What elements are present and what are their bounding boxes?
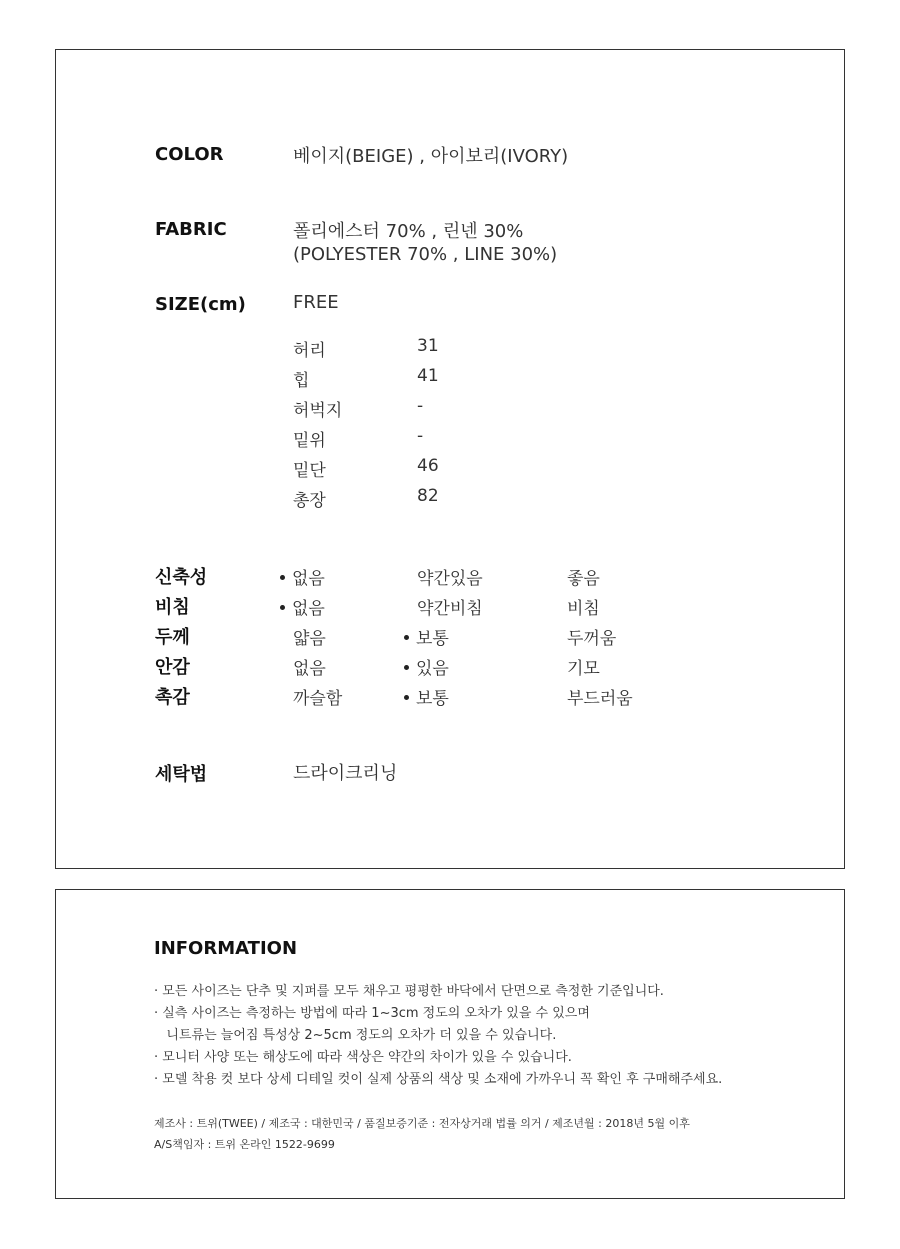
info-note: · 모델 착용 컷 보다 상세 디테일 컷이 실제 상품의 색상 및 소재에 가까우니 꼭 확인 후 구매해주세요. [154,1072,723,1087]
fabric-value-line2: (POLYESTER 70% , LINE 30%) [293,244,558,265]
selected-bullet-icon [404,695,409,700]
property-option: 없음 [293,659,326,679]
property-label: 비침 [155,597,190,618]
size-row-name: 밑단 [293,461,326,481]
selected-bullet-icon [404,635,409,640]
size-row-value: 46 [417,456,439,476]
size-row-name: 허리 [293,341,326,361]
property-option-selected: 없음 [280,594,325,619]
size-row-name: 총장 [293,491,326,511]
property-label: 안감 [155,657,190,678]
information-panel [55,889,845,1199]
property-option: 까슬함 [293,689,343,709]
size-label: SIZE(cm) [155,294,246,315]
color-value: 베이지(BEIGE) , 아이보리(IVORY) [293,146,569,167]
property-option-selected: 있음 [404,654,449,679]
property-option-selected: 없음 [280,564,325,589]
size-row-value: 41 [417,366,439,386]
size-free: FREE [293,292,339,313]
property-option: 얇음 [293,629,326,649]
property-option: 기모 [567,659,600,679]
property-option: 두꺼움 [567,629,617,649]
property-option: 부드러움 [567,689,633,709]
size-row-name: 허벅지 [293,401,343,421]
property-label: 두께 [155,627,190,648]
size-row-name: 힙 [293,371,310,391]
size-row-value: - [417,426,424,446]
as-contact-info: A/S책임자 : 트위 온라인 1522-9699 [154,1138,335,1151]
info-note: 니트류는 늘어짐 특성상 2~5cm 정도의 오차가 더 있을 수 있습니다. [154,1028,557,1043]
property-option: 비침 [567,599,600,619]
fabric-label: FABRIC [155,219,227,240]
info-note: · 모니터 사양 또는 해상도에 따라 색상은 약간의 차이가 있을 수 있습니다. [154,1050,572,1065]
color-label: COLOR [155,144,224,165]
laundry-label: 세탁법 [155,764,208,785]
information-title: INFORMATION [154,938,298,959]
size-row-name: 밑위 [293,431,326,451]
property-option-selected: 보통 [404,684,449,709]
property-label: 촉감 [155,687,190,708]
size-row-value: - [417,396,424,416]
fabric-value-line1: 폴리에스터 70% , 린넨 30% [293,221,524,242]
laundry-value: 드라이크리닝 [293,763,398,784]
info-note: · 실측 사이즈는 측정하는 방법에 따라 1~3cm 정도의 오차가 있을 수 있으며 [154,1006,590,1021]
property-label: 신축성 [155,567,208,588]
size-row-value: 31 [417,336,439,356]
manufacturer-info: 제조사 : 트위(TWEE) / 제조국 : 대한민국 / 품질보증기준 : 전자상거래 법률 의거 / 제조년월 : 2018년 5월 이후 [154,1117,690,1130]
property-option: 약간비침 [417,599,483,619]
product-spec-panel [55,49,845,869]
property-option-selected: 보통 [404,624,449,649]
selected-bullet-icon [280,605,285,610]
selected-bullet-icon [280,575,285,580]
property-option: 약간있음 [417,569,483,589]
size-row-value: 82 [417,486,439,506]
property-option: 좋음 [567,569,600,589]
selected-bullet-icon [404,665,409,670]
info-note: · 모든 사이즈는 단추 및 지퍼를 모두 채우고 평평한 바닥에서 단면으로 측정한 기준입니다. [154,984,664,999]
